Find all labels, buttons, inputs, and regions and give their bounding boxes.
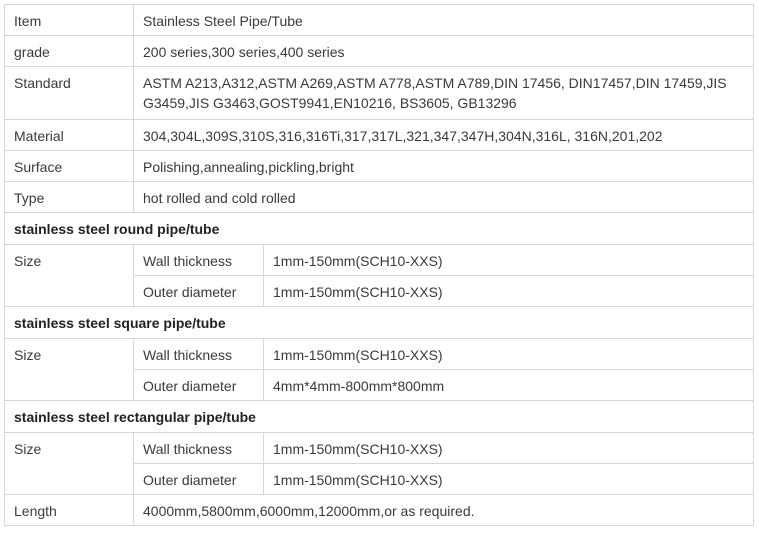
row-value: Polishing,annealing,pickling,bright — [134, 151, 754, 182]
table-row-type — [5, 182, 754, 213]
row-value: hot rolled and cold rolled — [134, 182, 754, 213]
outer-diameter-label: Outer diameter — [134, 370, 264, 401]
row-label: grade — [5, 36, 134, 67]
row-label: Surface — [5, 151, 134, 182]
table-row-standard — [5, 67, 754, 120]
outer-diameter-value: 1mm-150mm(SCH10-XXS) — [264, 276, 754, 307]
section-heading-row — [5, 307, 754, 339]
row-value: 4000mm,5800mm,6000mm,12000mm,or as required. — [134, 495, 754, 526]
table-row-grade — [5, 36, 754, 67]
table-row-material — [5, 120, 754, 151]
wall-thickness-value: 1mm-150mm(SCH10-XXS) — [264, 433, 754, 464]
table-row-item — [5, 5, 754, 36]
wall-thickness-label: Wall thickness — [134, 433, 264, 464]
row-label: Material — [5, 120, 134, 151]
size-label: Size — [5, 245, 134, 307]
spec-table — [4, 4, 754, 526]
table-row-size — [5, 339, 754, 370]
section-heading-row — [5, 213, 754, 245]
section-heading-row — [5, 401, 754, 433]
outer-diameter-label: Outer diameter — [134, 464, 264, 495]
row-label: Item — [5, 5, 134, 36]
row-label: Length — [5, 495, 134, 526]
section-heading: stainless steel square pipe/tube — [5, 307, 754, 339]
row-value: Stainless Steel Pipe/Tube — [134, 5, 754, 36]
row-label: Type — [5, 182, 134, 213]
wall-thickness-label: Wall thickness — [134, 245, 264, 276]
row-value: 304,304L,309S,310S,316,316Ti,317,317L,321,347,347H,304N,316L, 316N,201,202 — [134, 120, 754, 151]
outer-diameter-value: 1mm-150mm(SCH10-XXS) — [264, 464, 754, 495]
table-row-surface — [5, 151, 754, 182]
row-value: ASTM A213,A312,ASTM A269,ASTM A778,ASTM A789,DIN 17456, DIN17457,DIN 17459,JIS G3459,JIS G3463,GOST9941,EN10216, BS3605, GB13296 — [134, 67, 754, 120]
section-heading: stainless steel rectangular pipe/tube — [5, 401, 754, 433]
wall-thickness-label: Wall thickness — [134, 339, 264, 370]
table-row-length — [5, 495, 754, 526]
row-label: Standard — [5, 67, 134, 120]
outer-diameter-value: 4mm*4mm-800mm*800mm — [264, 370, 754, 401]
row-value: 200 series,300 series,400 series — [134, 36, 754, 67]
table-row-size — [5, 433, 754, 464]
wall-thickness-value: 1mm-150mm(SCH10-XXS) — [264, 339, 754, 370]
table-row-size — [5, 245, 754, 276]
size-label: Size — [5, 339, 134, 401]
section-heading: stainless steel round pipe/tube — [5, 213, 754, 245]
wall-thickness-value: 1mm-150mm(SCH10-XXS) — [264, 245, 754, 276]
size-label: Size — [5, 433, 134, 495]
outer-diameter-label: Outer diameter — [134, 276, 264, 307]
